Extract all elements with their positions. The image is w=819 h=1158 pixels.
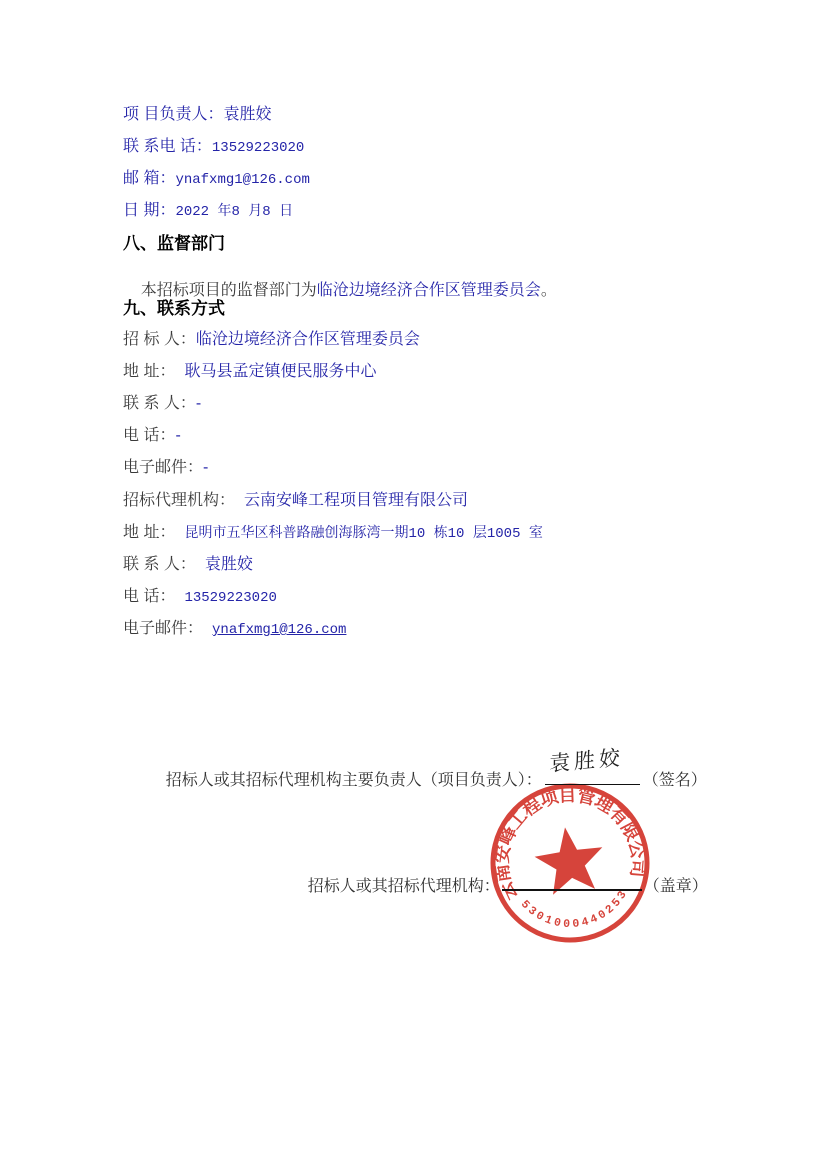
contact-row-6-value: 昆明市五华区科普路融创海豚湾一期10 栋10 层1005 室: [184, 526, 543, 542]
signature-underline[interactable]: [545, 746, 640, 785]
agent-info-row-3-value: 2022 年8 月8 日: [175, 204, 294, 220]
contact-row-1: [123, 362, 376, 382]
contact-row-9: [123, 619, 346, 640]
agent-info-row-0-label: 项 目负责人：: [123, 106, 224, 123]
contact-row-1-value: 耿马县孟定镇便民服务中心: [184, 363, 377, 380]
signature-line-person-suffix: （签名）: [642, 772, 707, 789]
contact-row-8-label: 电 话：: [123, 588, 176, 605]
contact-row-1-label: 地 址：: [123, 363, 176, 380]
contact-row-7-value: 袁胜姣: [204, 556, 253, 573]
contact-row-4-label: 电子邮件：: [123, 459, 204, 476]
contact-row-4-value: -: [203, 459, 209, 476]
signature-line-org-label: 招标人或其招标代理机构：: [307, 878, 500, 895]
seal-registration-number: 5301000440253: [517, 889, 630, 932]
stamp-underline[interactable]: [502, 871, 642, 891]
contact-row-5-value: 云南安峰工程项目管理有限公司: [244, 492, 469, 509]
seal-company-name: 云南安峰工程项目管理有限公司: [491, 784, 649, 904]
contact-row-6-label: 地 址：: [123, 524, 176, 541]
contact-row-5: [123, 491, 468, 511]
agent-info-row-3: [123, 201, 293, 222]
contact-row-3-value: -: [175, 427, 181, 444]
contact-row-0-value: 临沧边境经济合作区管理委员会: [195, 331, 420, 348]
contact-row-8: [123, 587, 277, 608]
contact-row-2-value: -: [195, 395, 202, 412]
contact-row-3-label: 电 话：: [123, 427, 176, 444]
signature-line-person-label: 招标人或其招标代理机构主要负责人（项目负责人）：: [165, 772, 542, 789]
agent-info-row-2: [123, 169, 310, 190]
signature-line-org: [290, 849, 708, 920]
agent-info-row-2-label: 邮 箱：: [123, 170, 176, 187]
agent-info-row-1-value: 13529223020: [211, 140, 305, 156]
agent-info-row-2-value: ynafxmg1@126.com: [175, 172, 310, 188]
contact-row-9-label: 电子邮件：: [123, 620, 204, 637]
agent-info-row-0-value: 袁胜姣: [223, 106, 272, 123]
signature-line-person: [148, 744, 707, 814]
agent-info-row-1: [123, 137, 304, 158]
supervision-department-name: 临沧边境经济合作区管理委员会: [316, 282, 541, 299]
contact-row-2-label: 联 系 人：: [123, 395, 196, 412]
contact-row-4: [123, 458, 208, 478]
agent-info-row-3-label: 日 期：: [123, 202, 176, 219]
signature-line-org-suffix: （盖章）: [643, 878, 708, 895]
section-heading-supervision: 八、监督部门: [123, 234, 225, 253]
agent-info-row-0: [123, 105, 271, 125]
contact-row-0: [123, 330, 420, 350]
handwritten-signature: 袁胜姣: [548, 746, 624, 776]
contact-row-5-label: 招标代理机构：: [123, 492, 236, 509]
supervision-body-suffix: 。: [540, 282, 557, 299]
contact-row-6: [123, 523, 543, 544]
section-heading-contact: 九、联系方式: [123, 299, 225, 318]
supervision-body-prefix: 本招标项目的监督部门为: [140, 282, 317, 299]
contact-row-9-value-link[interactable]: ynafxmg1@126.com: [212, 622, 347, 638]
contact-row-0-label: 招 标 人：: [123, 331, 196, 348]
contact-row-7: [123, 555, 253, 575]
contact-row-7-label: 联 系 人：: [123, 556, 196, 573]
contact-row-3: [123, 426, 181, 446]
contact-row-8-value: 13529223020: [184, 590, 277, 606]
agent-info-row-1-label: 联 系电 话：: [123, 138, 212, 155]
contact-row-2: [123, 394, 201, 414]
